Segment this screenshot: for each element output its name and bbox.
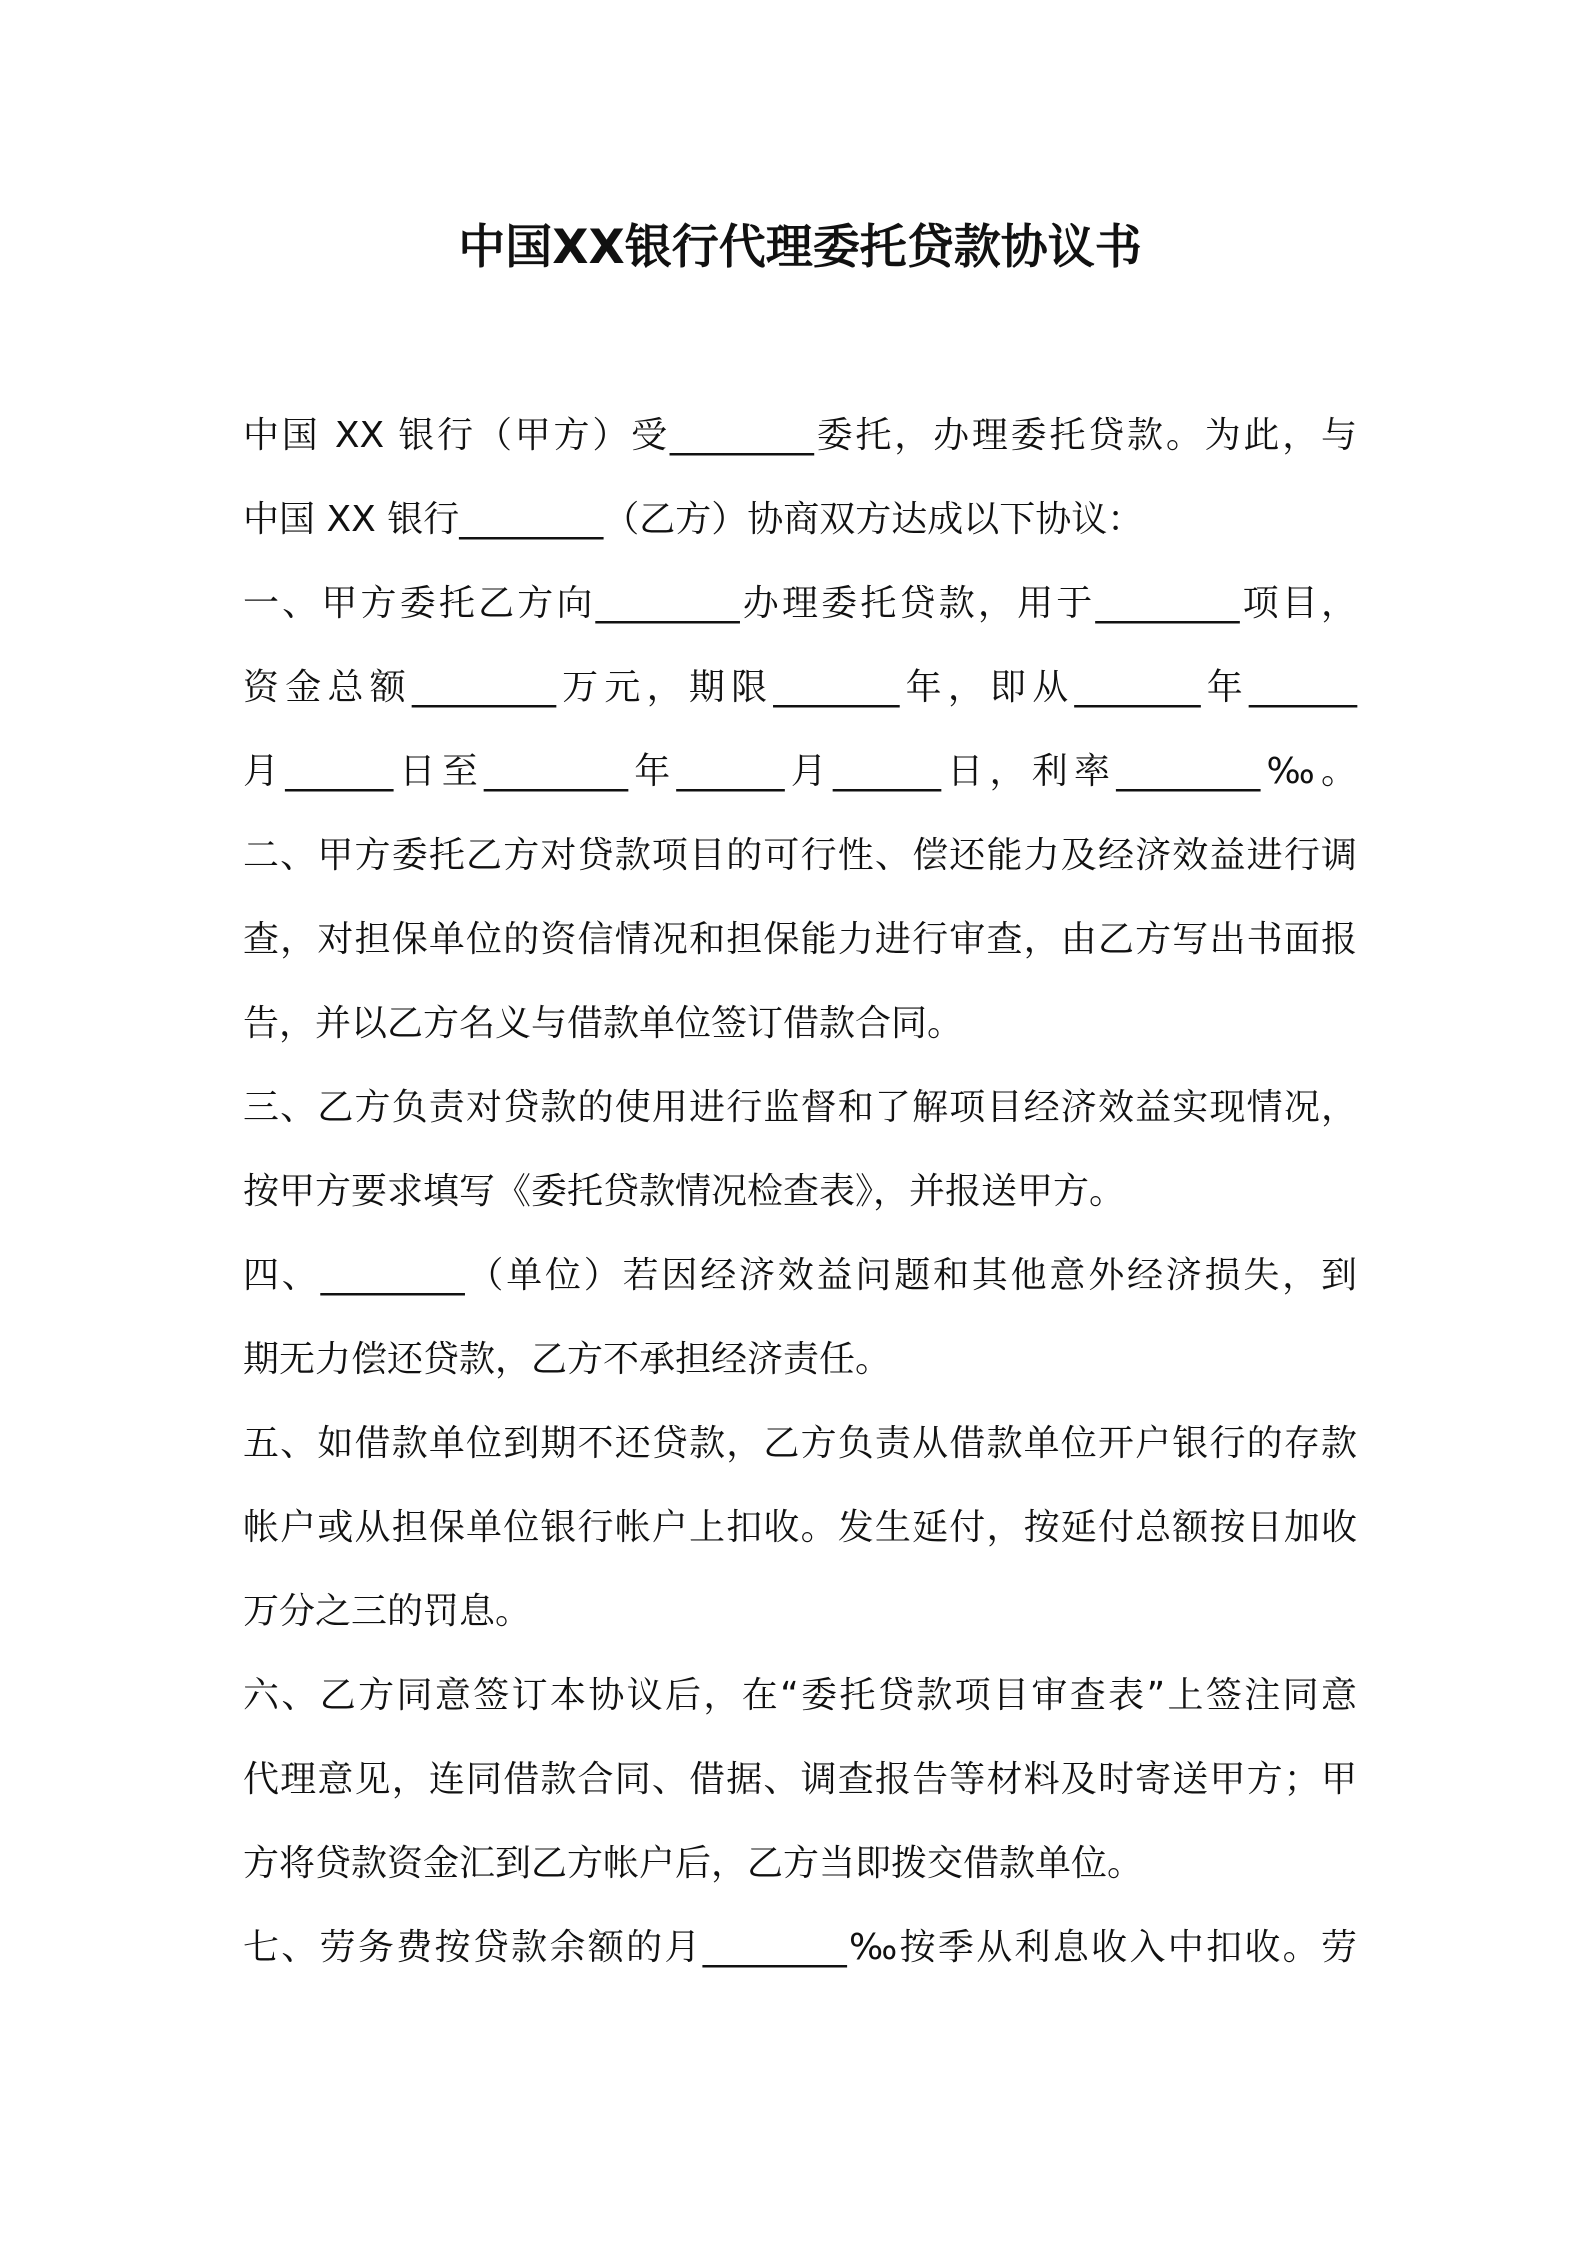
document-line: 三、乙方负责对贷款的使用进行监督和了解项目经济效益实现情况， bbox=[243, 1087, 1357, 1128]
document-line: 二、甲方委托乙方对贷款项目的可行性、偿还能力及经济效益进行调 bbox=[243, 835, 1357, 876]
clause-2 bbox=[243, 814, 1357, 1066]
document-line: 方将贷款资金汇到乙方帐户后，乙方当即拨交借款单位。 bbox=[243, 1843, 1144, 1884]
clause-7 bbox=[243, 1906, 1357, 1990]
document-line: 帐户或从担保单位银行帐户上扣收。发生延付，按延付总额按日加收 bbox=[243, 1507, 1357, 1548]
document-line: 资金总额________万元，期限_______年，即从_______年______ bbox=[243, 667, 1357, 708]
document-line: 五、如借款单位到期不还贷款，乙方负责从借款单位开户银行的存款 bbox=[243, 1423, 1357, 1464]
document-line: 按甲方要求填写《委托贷款情况检查表》，并报送甲方。 bbox=[243, 1171, 1126, 1212]
document-line: 万分之三的罚息。 bbox=[243, 1591, 532, 1632]
clause-4 bbox=[243, 1234, 1357, 1402]
document-line: 代理意见，连同借款合同、借据、调查报告等材料及时寄送甲方；甲 bbox=[243, 1759, 1357, 1800]
document-line: 六、乙方同意签订本协议后，在“委托贷款项目审查表”上签注同意 bbox=[243, 1675, 1357, 1716]
document-line: 一、甲方委托乙方向________办理委托贷款，用于________项目， bbox=[243, 583, 1357, 624]
document-line: 期无力偿还贷款，乙方不承担经济责任。 bbox=[243, 1339, 892, 1380]
document-body bbox=[243, 394, 1357, 1990]
clause-6 bbox=[243, 1654, 1357, 1906]
document-line: 中国 XX 银行________（乙方）协商双方达成以下协议： bbox=[243, 499, 1144, 540]
document-title: 中国XX银行代理委托贷款协议书 bbox=[458, 220, 1142, 275]
document-line: 月______日至________年______月______日，利率________‰。 bbox=[243, 751, 1357, 792]
document-line: 四、________（单位）若因经济效益问题和其他意外经济损失，到 bbox=[243, 1255, 1357, 1296]
document-line: 中国 XX 银行（甲方）受________委托，办理委托贷款。为此，与 bbox=[243, 415, 1357, 456]
preamble-paragraph bbox=[243, 394, 1357, 562]
document-line: 七、劳务费按贷款余额的月________‰按季从利息收入中扣收。劳 bbox=[243, 1927, 1357, 1968]
clause-5 bbox=[243, 1402, 1357, 1654]
document-line: 告，并以乙方名义与借款单位签订借款合同。 bbox=[243, 1003, 964, 1044]
document-line: 查，对担保单位的资信情况和担保能力进行审查，由乙方写出书面报 bbox=[243, 919, 1357, 960]
clause-3 bbox=[243, 1066, 1357, 1234]
clause-1 bbox=[243, 562, 1357, 814]
